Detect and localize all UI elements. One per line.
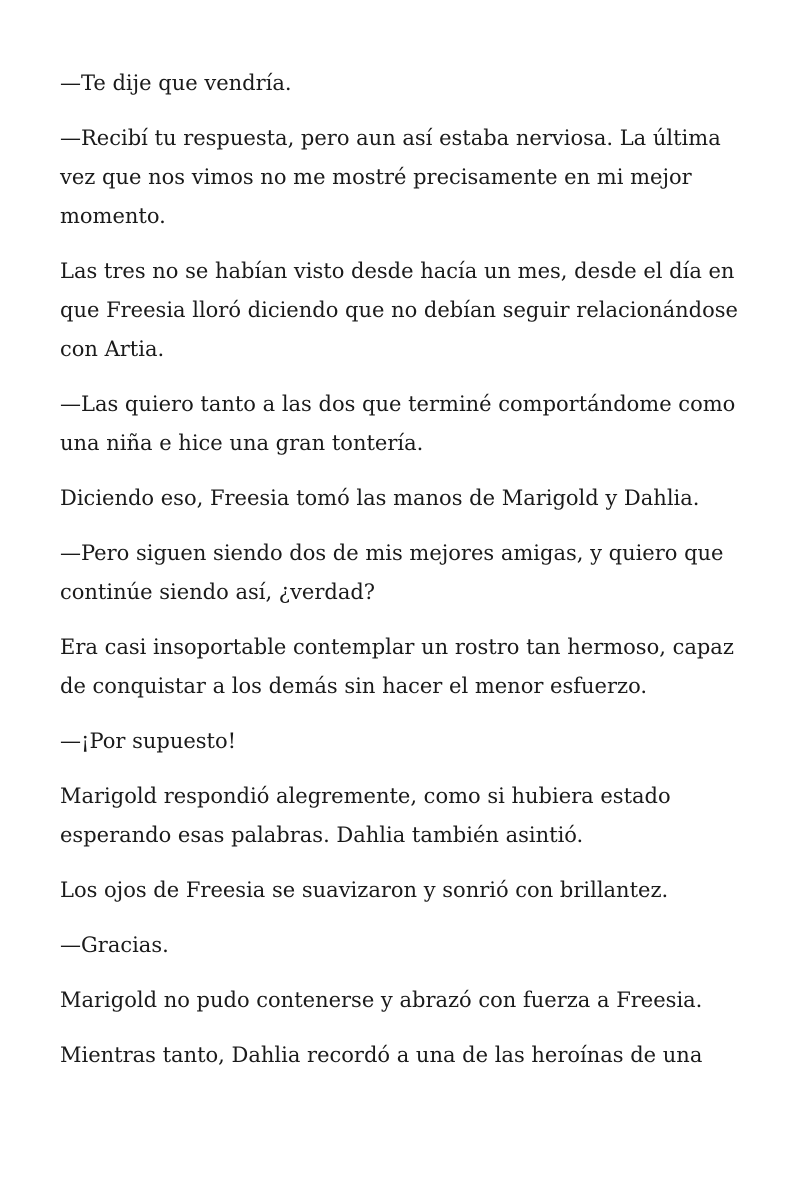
- paragraph: —Gracias.: [60, 933, 169, 957]
- paragraph: —Te dije que vendría.: [60, 71, 292, 95]
- paragraph: —Recibí tu respuesta, pero aun así estaba nerviosa. La última vez que nos vimos no me mostré precisamente en mi mejor momento.: [60, 126, 721, 228]
- paragraph: Era casi insoportable contemplar un rostro tan hermoso, capaz de conquistar a los demás sin hacer el menor esfuerzo.: [60, 635, 734, 698]
- paragraph: —Pero siguen siendo dos de mis mejores amigas, y quiero que continúe siendo así, ¿verdad?: [60, 541, 724, 604]
- paragraph: Diciendo eso, Freesia tomó las manos de Marigold y Dahlia.: [60, 486, 700, 510]
- paragraph: —¡Por supuesto!: [60, 729, 237, 753]
- paragraph: Las tres no se habían visto desde hacía un mes, desde el día en que Freesia lloró diciendo que no debían seguir relacionándose con Artia.: [60, 259, 738, 361]
- paragraph: Los ojos de Freesia se suavizaron y sonrió con brillantez.: [60, 878, 669, 902]
- reading-page: [60, 64, 750, 1091]
- paragraph: Marigold respondió alegremente, como si hubiera estado esperando esas palabras. Dahlia también asintió.: [60, 784, 671, 847]
- paragraph: Mientras tanto, Dahlia recordó a una de las heroínas de una: [60, 1043, 703, 1067]
- paragraph: —Las quiero tanto a las dos que terminé comportándome como una niña e hice una gran tontería.: [60, 392, 736, 455]
- paragraph: Marigold no pudo contenerse y abrazó con fuerza a Freesia.: [60, 988, 703, 1012]
